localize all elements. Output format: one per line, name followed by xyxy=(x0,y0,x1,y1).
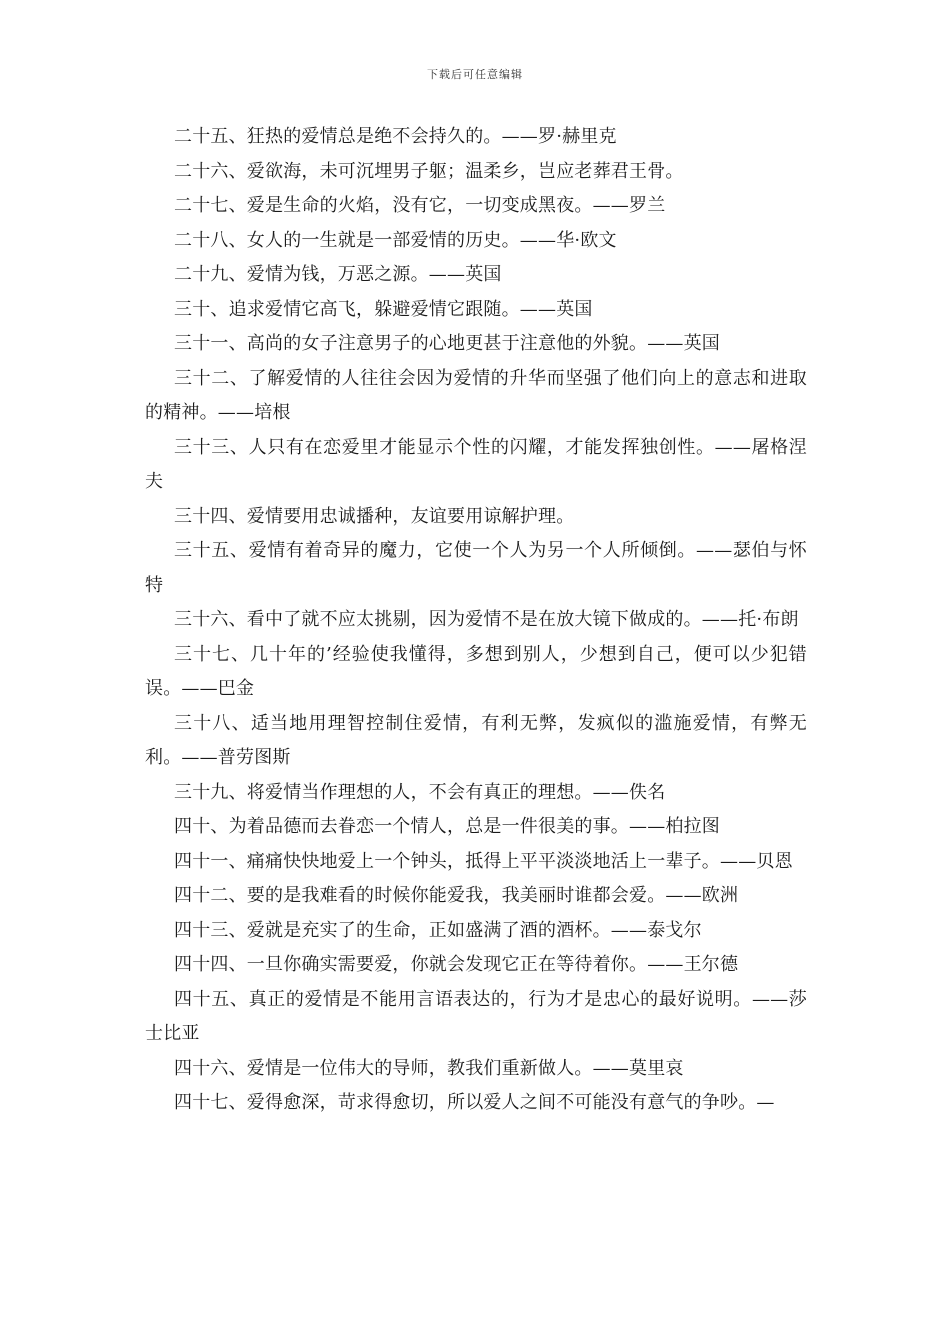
quote-paragraph: 二十八、女人的一生就是一部爱情的历史。——华·欧文 xyxy=(174,229,617,251)
quote-paragraph: 四十五、真正的爱情是不能用言语表达的，行为才是忠心的最好说明。——莎士比亚 xyxy=(145,988,807,1044)
quote-paragraph: 三十八、适当地用理智控制住爱情，有利无弊，发疯似的滥施爱情，有弊无利。——普劳图斯 xyxy=(145,712,807,768)
quote-paragraph: 四十三、爱就是充实了的生命，正如盛满了酒的酒杯。——泰戈尔 xyxy=(174,919,702,941)
quote-paragraph: 三十七、几十年的’经验使我懂得，多想到别人，少想到自己，便可以少犯错误。——巴金 xyxy=(145,643,807,699)
document-body xyxy=(145,120,807,1121)
quote-paragraph: 三十、追求爱情它高飞，躲避爱情它跟随。——英国 xyxy=(174,298,593,320)
quote-paragraph: 三十一、高尚的女子注意男子的心地更甚于注意他的外貌。——英国 xyxy=(174,333,720,354)
quote-paragraph: 二十五、狂热的爱情总是绝不会持久的。——罗·赫里克 xyxy=(174,126,617,147)
quote-paragraph: 四十七、爱得愈深，苛求得愈切，所以爱人之间不可能没有意气的争吵。— xyxy=(174,1092,775,1113)
quote-paragraph: 三十六、看中了就不应太挑剔，因为爱情不是在放大镜下做成的。——托·布朗 xyxy=(174,609,799,630)
quote-paragraph: 四十四、一旦你确实需要爱，你就会发现它正在等待着你。——王尔德 xyxy=(174,954,739,975)
quote-paragraph: 二十九、爱情为钱，万恶之源。——英国 xyxy=(174,264,502,285)
quote-paragraph: 三十五、爱情有着奇异的魔力，它使一个人为另一个人所倾倒。——瑟伯与怀特 xyxy=(145,540,807,596)
quote-paragraph: 四十二、要的是我难看的时候你能爱我，我美丽时谁都会爱。——欧洲 xyxy=(174,885,739,906)
page-header: 下载后可任意编辑 xyxy=(427,68,523,81)
quote-paragraph: 二十七、爱是生命的火焰，没有它，一切变成黑夜。——罗兰 xyxy=(174,195,666,216)
quote-paragraph: 三十四、爱情要用忠诚播种，友谊要用谅解护理。 xyxy=(174,505,575,527)
quote-paragraph: 三十九、将爱情当作理想的人，不会有真正的理想。——佚名 xyxy=(174,781,666,803)
quote-paragraph: 三十二、了解爱情的人往往会因为爱情的升华而坚强了他们向上的意志和进取的精神。——培根 xyxy=(145,367,807,423)
quote-paragraph: 四十、为着品德而去眷恋一个情人，总是一件很美的事。——柏拉图 xyxy=(174,816,720,837)
quote-paragraph: 四十一、痛痛快快地爱上一个钟头，抵得上平平淡淡地活上一辈子。——贝恩 xyxy=(174,850,793,872)
quote-paragraph: 四十六、爱情是一位伟大的导师，教我们重新做人。——莫里哀 xyxy=(174,1057,684,1079)
quote-paragraph: 二十六、爱欲海，未可沉埋男子躯；温柔乡，岂应老葬君王骨。 xyxy=(174,160,684,182)
quote-paragraph: 三十三、人只有在恋爱里才能显示个性的闪耀，才能发挥独创性。——屠格涅夫 xyxy=(145,436,807,492)
